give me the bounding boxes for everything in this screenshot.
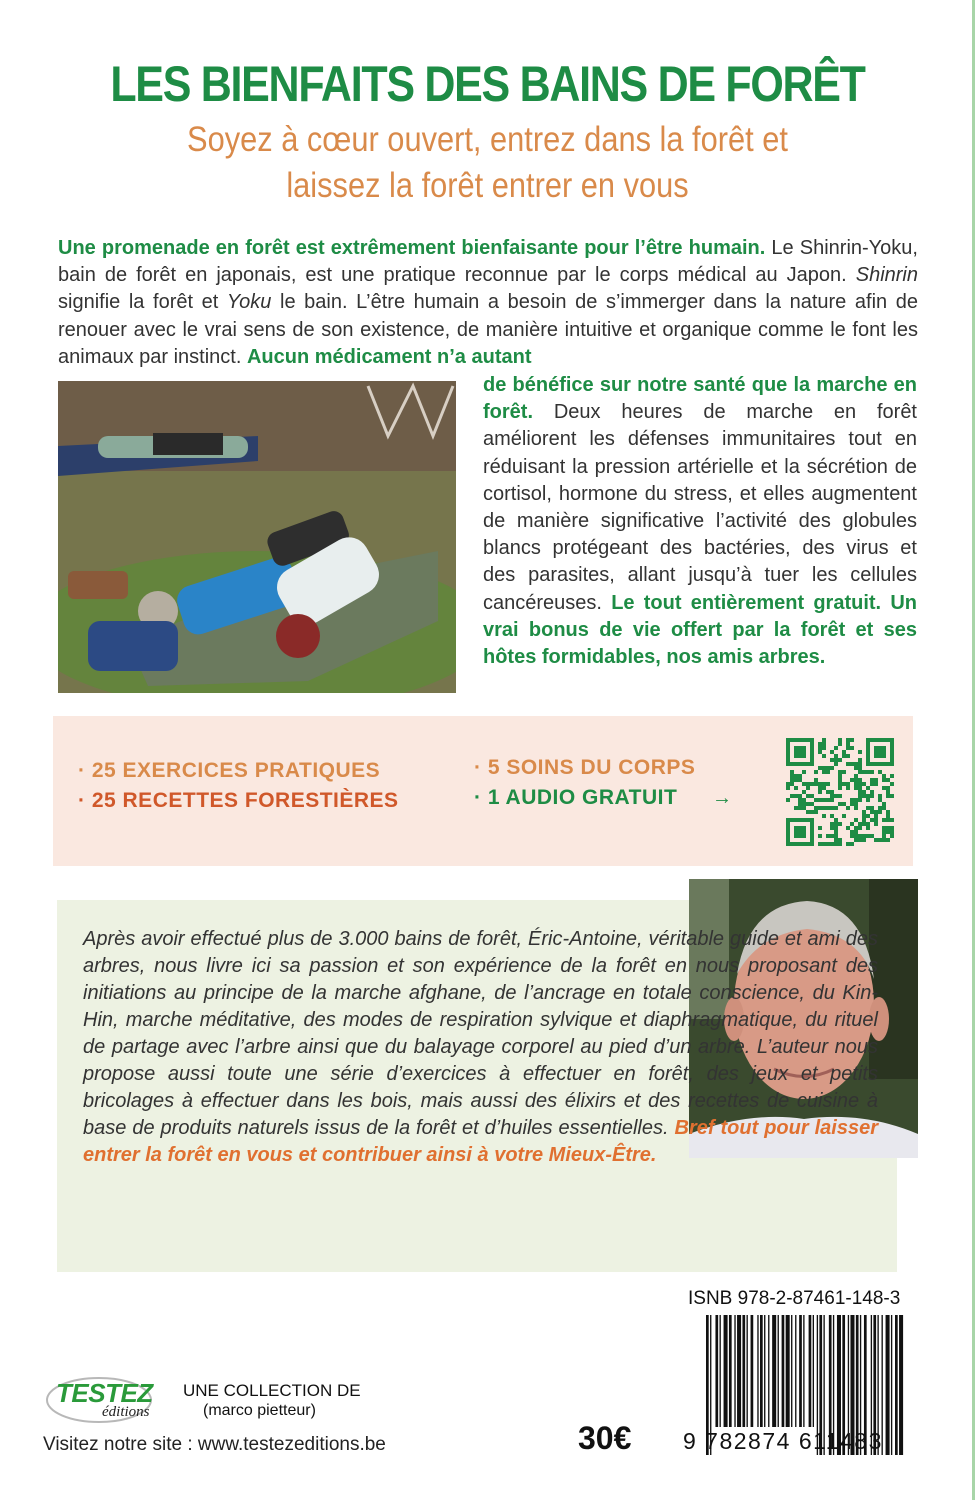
intro-lead: Une promenade en forêt est extrêmement bienfaisante pour l’être humain. xyxy=(58,237,766,259)
intro-yoku: Yoku xyxy=(226,291,272,314)
isbn-label: ISNB 978-2-87461-148-3 xyxy=(688,1288,901,1309)
promo-item: · 25 RECETTES FORESTIÈRES xyxy=(78,789,399,812)
intro-highlight: Aucun médicament n’a autant xyxy=(246,345,532,368)
subtitle-line-2: laissez la forêt entrer en vous xyxy=(286,166,689,205)
benefits-highlight-1: de bénéfice sur notre santé que la marche en forêt. xyxy=(483,374,917,424)
intro-text-3: le bain. L’être humain a besoin de s’immerger dans la nature afin de renouer avec le vrai sens de son existence, de manière intuitive et organique comme le font les animaux par instinct. xyxy=(58,291,918,368)
intro-text-2: signifie la forêt et xyxy=(58,291,227,314)
forest-bathing-illustration xyxy=(58,381,456,693)
website-text[interactable]: Visitez notre site : www.testezeditions.be xyxy=(43,1434,386,1455)
qr-code[interactable] xyxy=(786,738,894,846)
barcode-digits: 9 782874 611483 xyxy=(683,1428,883,1454)
promo-item: · 25 EXERCICES PRATIQUES xyxy=(78,759,381,782)
qr-code-graphic xyxy=(786,738,894,846)
logo-main-text: TESTEZ xyxy=(56,1378,153,1408)
benefits-text: Deux heures de marche en forêt améliorent les défenses immunitaires tout en réduisant la pression artérielle et la sécrétion de cortisol, hormone du stress, et elles augmentent de manière significative l’activité des globules blancs protégeant des bactéries, des virus et des parasites, allant jusqu’à tuer les cellules cancéreuses. xyxy=(483,401,917,614)
forest-bathing-photo xyxy=(58,381,456,693)
promo-item: · 5 SOINS DU CORPS xyxy=(474,756,696,779)
benefits-paragraph xyxy=(483,372,917,671)
collection-label: UNE COLLECTION DE xyxy=(183,1381,361,1400)
subtitle-line-1: Soyez à cœur ouvert, entrez dans la forêt et xyxy=(187,120,788,159)
author-bio-text xyxy=(83,926,878,1169)
benefits-highlight-2: Le tout entièrement gratuit. Un vrai bonus de vie offert par la forêt et ses hôtes formidables, nos amis arbres. xyxy=(483,591,917,669)
arrow-right-icon: → xyxy=(712,787,732,809)
intro-shinrin: Shinrin xyxy=(855,264,918,287)
bio-highlight: Bref tout pour laisser entrer la forêt en vous et contribuer ainsi à votre Mieux-Être. xyxy=(83,1117,878,1166)
book-subtitle xyxy=(59,117,917,209)
price: 30€ xyxy=(578,1420,632,1456)
book-title: LES BIENFAITS DES BAINS DE FORÊT xyxy=(110,56,865,112)
logo-sub-text: éditions xyxy=(102,1404,150,1420)
testez-editions-logo[interactable] xyxy=(44,1370,174,1430)
intro-text-1: Le Shinrin-Yoku, bain de forêt en japonais, est une pratique reconnue par le corps médical au Japon. xyxy=(58,237,918,287)
bio-body: Après avoir effectué plus de 3.000 bains de forêt, Éric-Antoine, véritable guide et ami des arbres, nous livre ici sa passion et son expérience de la forêt en nous proposant des initiations au principe de la marche afghane, de l’ancrage en totale conscience, du Kin-Hin, marche méditative, des modes de respiration sylvique et diaphragmatique, du rituel de partage avec l’arbre ainsi que du balayage corporel au pied d’un arbre. L’auteur nous propose aussi toute une série d’exercices à effectuer en forêt, des jeux et petits bricolages à effectuer dans les bois, mais aussi des élixirs et des recettes de cuisine à base de produits naturels issus de la forêt et d’huiles essentielles. xyxy=(83,928,878,1139)
intro-paragraph xyxy=(58,235,918,371)
promo-item: · 1 AUDIO GRATUIT xyxy=(474,786,678,809)
collection-author: (marco pietteur) xyxy=(203,1402,316,1419)
